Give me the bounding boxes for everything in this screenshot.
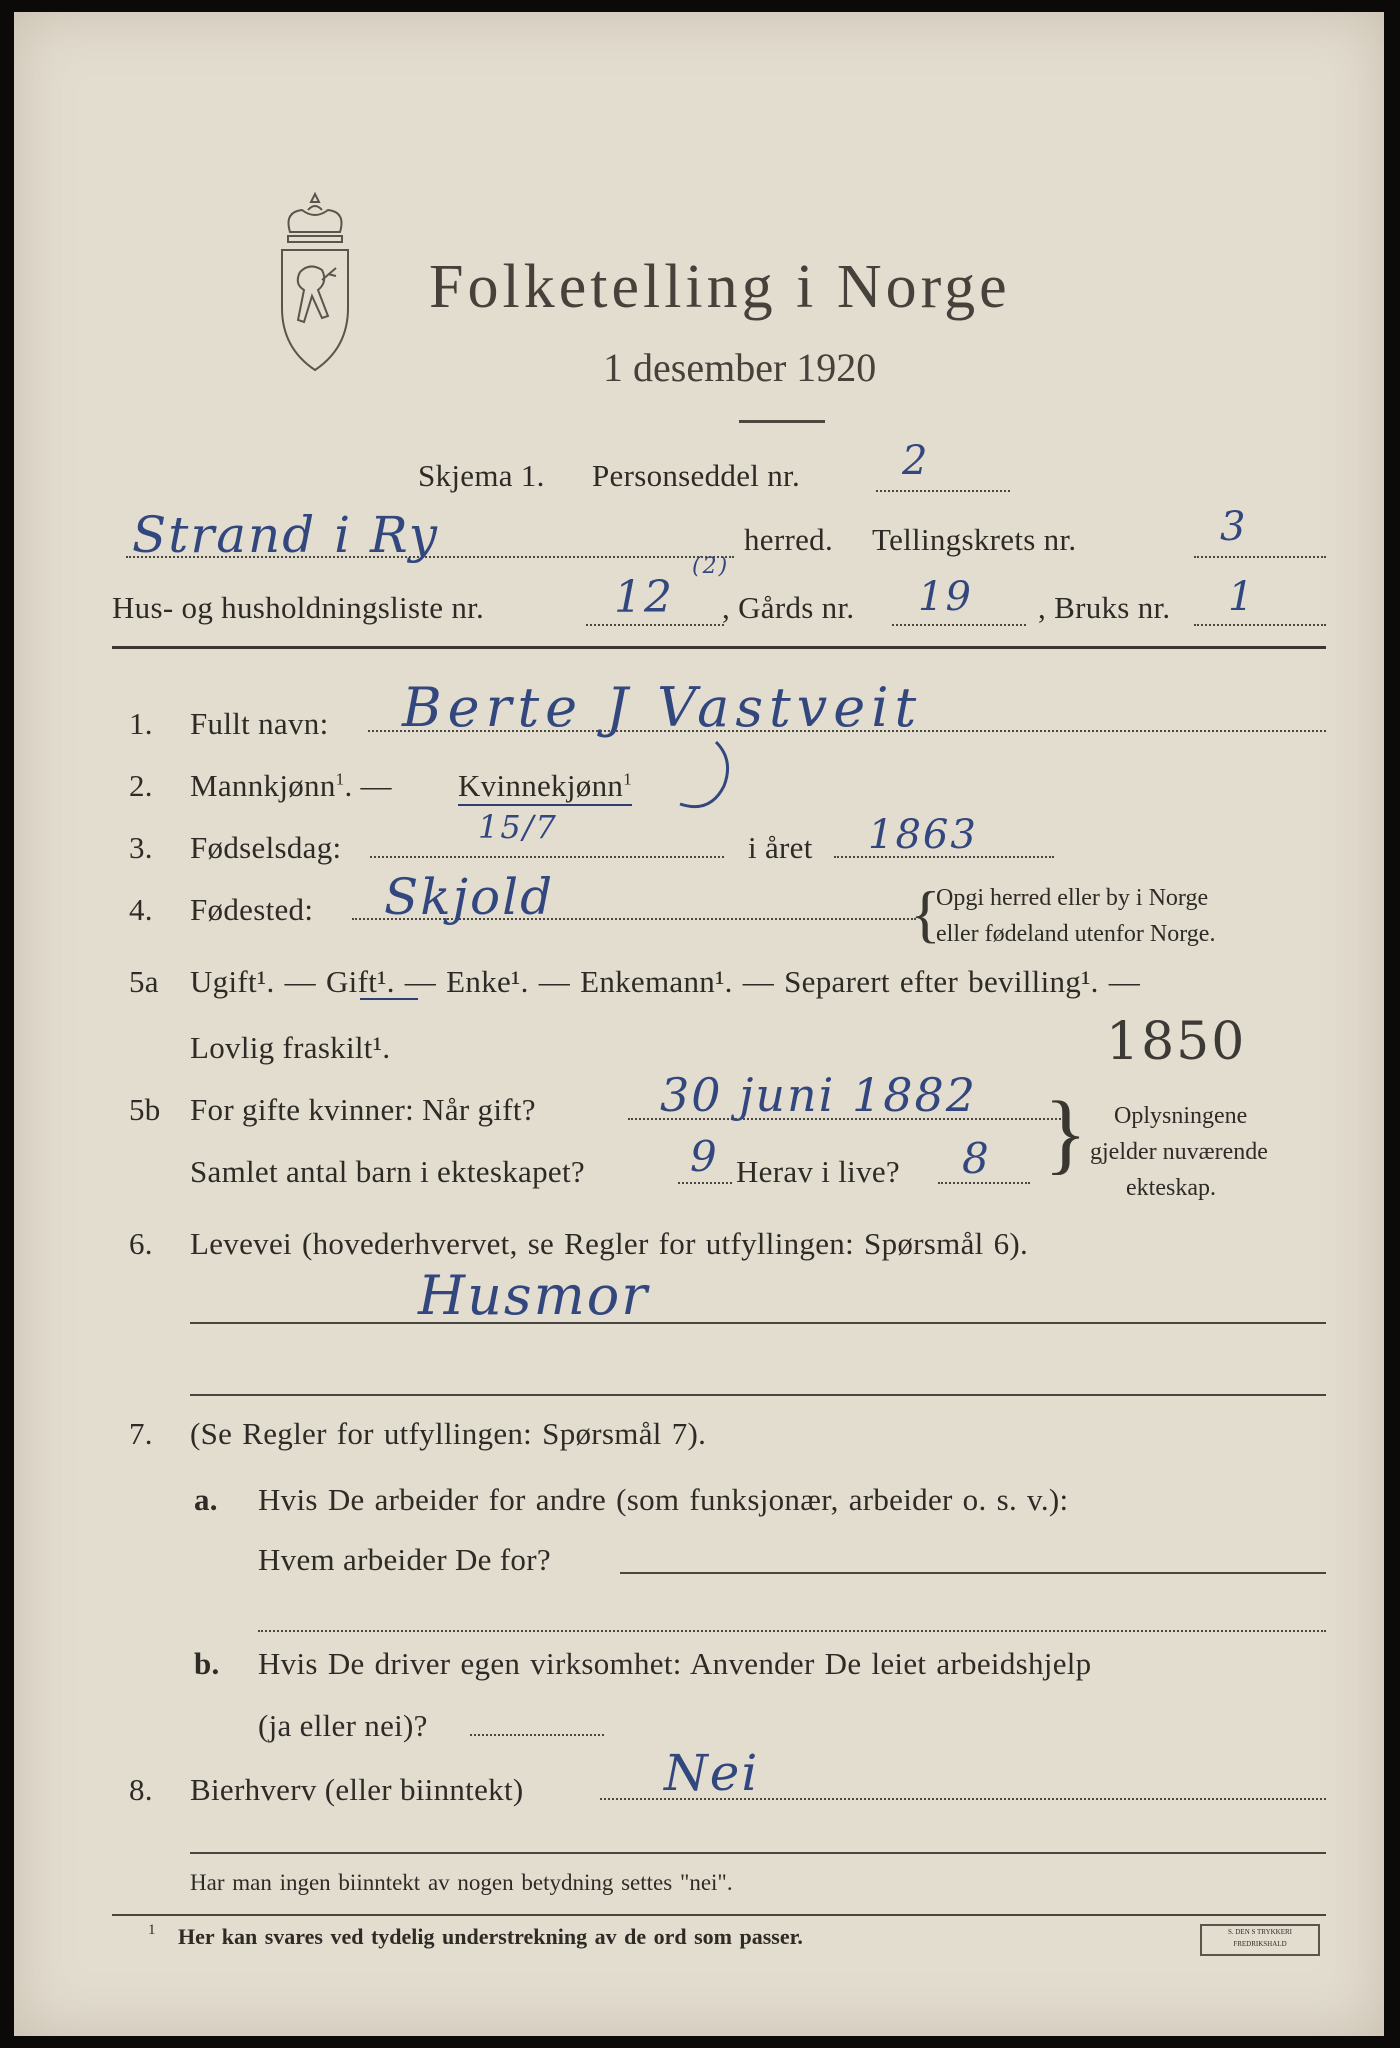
occupation-line-1 <box>190 1322 1326 1324</box>
q4-number: 4. <box>129 892 153 927</box>
skjema-label: Skjema 1. <box>418 458 545 493</box>
side-income-value: Nei <box>664 1744 760 1802</box>
husholdning-line <box>586 624 724 626</box>
birthplace-value: Skjold <box>384 868 555 926</box>
husholdning-label: Hus- og husholdningsliste nr. <box>112 590 485 625</box>
full-name-value: Berte J Vastveit <box>402 676 923 739</box>
gender-option-male <box>190 768 392 804</box>
occupation-line-2 <box>190 1394 1326 1396</box>
q3-label: Fødselsdag: <box>190 830 342 865</box>
footer-note: Har man ingen biinntekt av nogen betydning settes "nei". <box>190 1870 733 1895</box>
gards-line <box>892 624 1026 626</box>
gender-option-female <box>458 768 632 806</box>
herred-value: Strand i Ry <box>132 506 440 564</box>
bruks-label: , Bruks nr. <box>1038 590 1171 625</box>
margin-note-year: 1850 <box>1106 1012 1247 1072</box>
gender-separator: . — <box>344 768 392 803</box>
printer-stamp: S. DEN S TRYKKERI FREDRIKSHALD <box>1200 1924 1320 1956</box>
bruks-value: 1 <box>1228 574 1256 620</box>
gards-value: 19 <box>918 574 973 620</box>
children-value: 9 <box>690 1132 719 1181</box>
employer-line <box>620 1572 1326 1574</box>
census-form-page <box>14 12 1384 2036</box>
q8-label: Bierhverv (eller biinntekt) <box>190 1772 524 1807</box>
q5a-number: 5a <box>129 964 159 999</box>
q1-number: 1. <box>129 706 153 741</box>
birthplace-note-1: Opgi herred eller by i Norge <box>936 885 1209 911</box>
coat-of-arms-icon <box>260 188 370 388</box>
personseddel-label: Personseddel nr. <box>592 458 800 493</box>
q7a-letter: a. <box>194 1482 218 1517</box>
hired-help-line <box>470 1734 604 1736</box>
q1-label: Fullt navn: <box>190 706 329 741</box>
year-label: i året <box>748 830 813 865</box>
q4-label: Fødested: <box>190 892 314 927</box>
hired-help-question: (ja eller nei)? <box>258 1708 428 1743</box>
footnote-text: Her kan svares ved tydelig understrekning av de ord som passer. <box>178 1924 803 1949</box>
q7b-text: Hvis De driver egen virksomhet: Anvender De leiet arbeidshjelp <box>258 1646 1092 1681</box>
q7-label: (Se Regler for utfyllingen: Spørsmål 7). <box>190 1416 707 1451</box>
note-line-2: gjelder nuværende <box>1090 1139 1268 1165</box>
brace: } <box>1044 1084 1088 1183</box>
alive-label: Herav i live? <box>736 1154 900 1189</box>
marital-status-divorced: Lovlig fraskilt¹. <box>190 1030 391 1065</box>
tellingskrets-value: 3 <box>1220 504 1248 550</box>
q7-number: 7. <box>129 1416 153 1451</box>
marital-status-options: Ugift¹. — Gift¹. — Enke¹. — Enkemann¹. — Separert efter bevilling¹. — <box>190 964 1141 999</box>
gender-female-label: Kvinnekjønn <box>458 768 624 803</box>
married-underline <box>360 998 418 1000</box>
note-line-1: Oplysningene <box>1114 1103 1248 1129</box>
children-label: Samlet antal barn i ekteskapet? <box>190 1154 585 1189</box>
q2-number: 2. <box>129 768 153 803</box>
birthday-line <box>370 856 724 858</box>
q6-label: Levevei (hovederhvervet, se Regler for utfyllingen: Spørsmål 6). <box>190 1226 1029 1261</box>
husholdning-value: 12 <box>614 572 674 623</box>
header-divider <box>112 646 1326 649</box>
birthplace-note-2: eller fødeland utenfor Norge. <box>936 921 1216 947</box>
gender-male-label: Mannkjønn <box>190 768 336 803</box>
employer-line-2 <box>258 1630 1326 1632</box>
census-date: 1 desember 1920 <box>603 345 877 390</box>
q6-number: 6. <box>129 1226 153 1261</box>
personseddel-value: 2 <box>902 438 930 484</box>
footnote-ref: 1 <box>335 769 345 789</box>
tellingskrets-label: Tellingskrets nr. <box>872 522 1077 557</box>
footnote-mark: 1 <box>148 1922 156 1938</box>
note-line-3: ekteskap. <box>1126 1175 1216 1201</box>
birthday-value: 15/7 <box>478 808 558 846</box>
tellingskrets-line <box>1194 556 1326 558</box>
q3-number: 3. <box>129 830 153 865</box>
footer-divider <box>112 1914 1326 1916</box>
alive-value: 8 <box>962 1134 991 1183</box>
occupation-value: Husmor <box>418 1264 650 1327</box>
q5b-number: 5b <box>129 1092 161 1127</box>
marriage-date-label: For gifte kvinner: Når gift? <box>190 1092 536 1127</box>
q7a-text: Hvis De arbeider for andre (som funksjonær, arbeider o. s. v.): <box>258 1482 1069 1517</box>
personseddel-line <box>876 490 1010 492</box>
q8-number: 8. <box>129 1772 153 1807</box>
bruks-line <box>1194 624 1326 626</box>
title-rule <box>739 420 825 423</box>
female-selection-mark <box>674 734 744 814</box>
employer-question: Hvem arbeider De for? <box>258 1542 551 1577</box>
brace: { <box>910 878 941 949</box>
birth-year-value: 1863 <box>868 812 978 858</box>
footnote-ref: 1 <box>623 769 632 789</box>
herred-label: herred. <box>744 522 834 557</box>
marriage-date-value: 30 juni 1882 <box>660 1068 978 1122</box>
side-income-line-2 <box>190 1852 1326 1854</box>
gards-label: , Gårds nr. <box>722 590 855 625</box>
q7b-letter: b. <box>194 1646 220 1681</box>
form-title: Folketelling i Norge <box>429 253 1011 321</box>
husholdning-note: (2) <box>692 554 730 579</box>
children-line <box>678 1182 732 1184</box>
